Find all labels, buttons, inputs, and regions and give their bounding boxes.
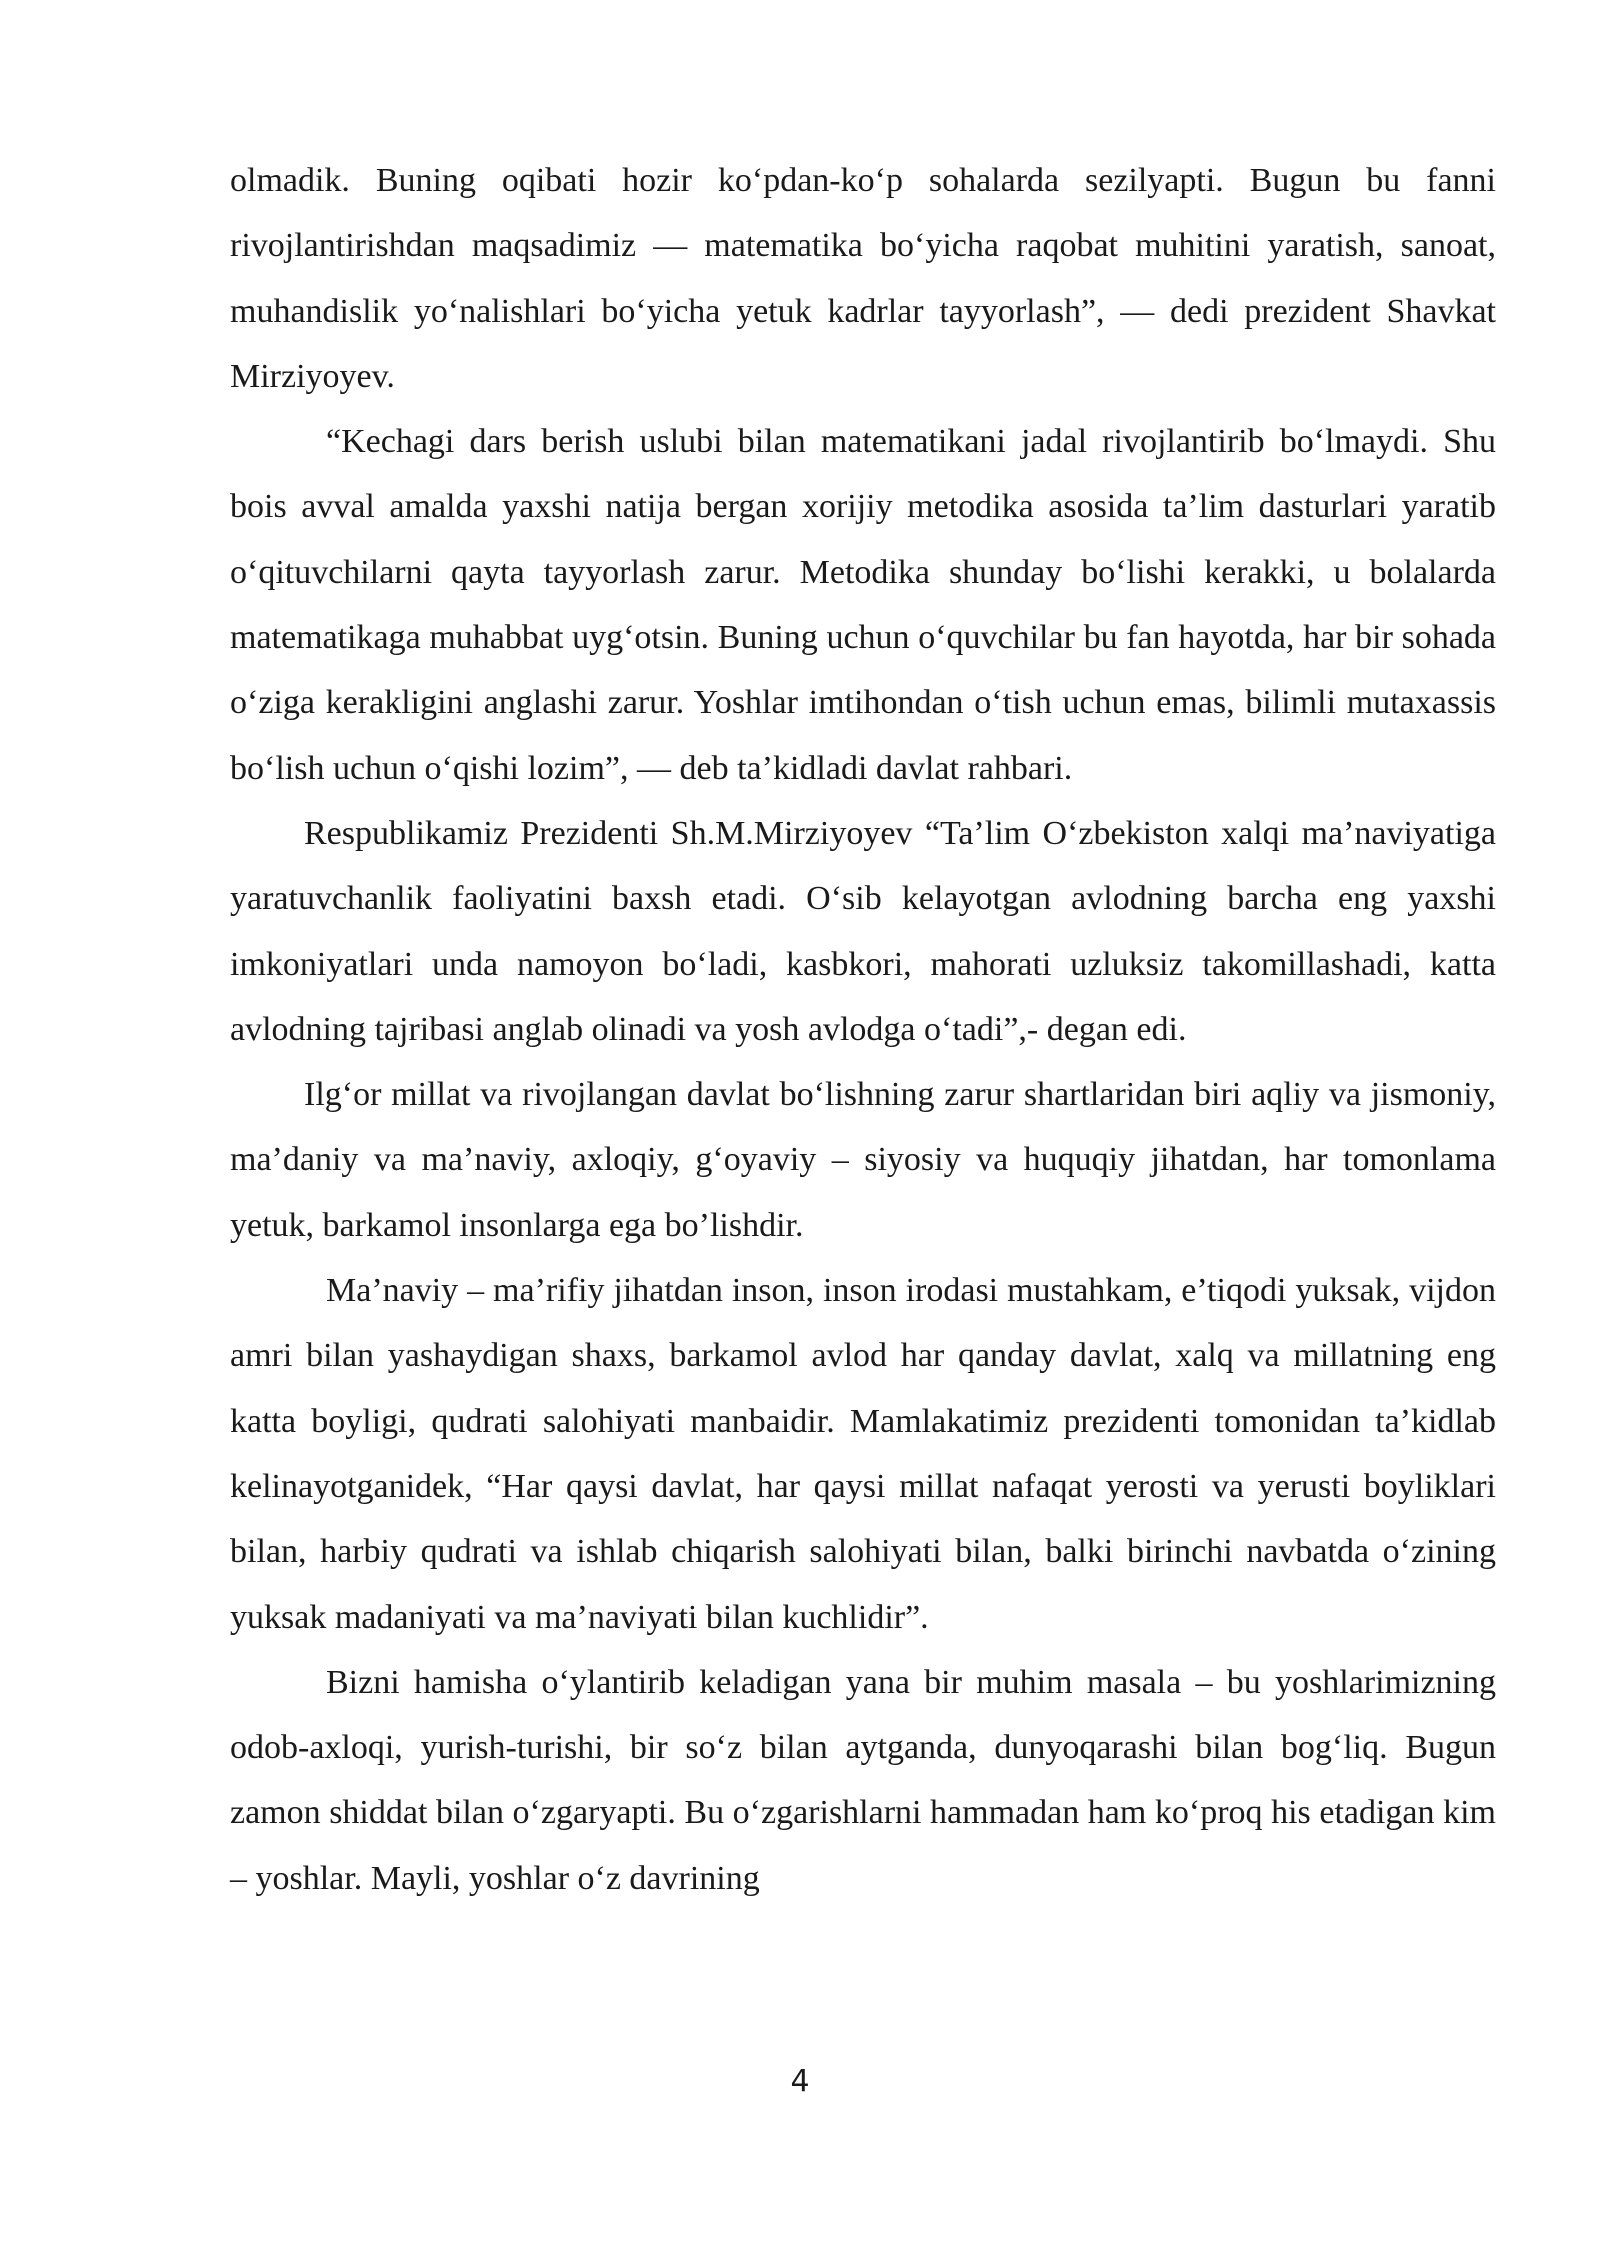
- page-number: 4: [790, 2064, 810, 2099]
- document-page: [230, 148, 1496, 1911]
- paragraph-5: Ma’naviy – ma’rifiy jihatdan inson, inson irodasi mustahkam, e’tiqodi yuksak, vijdon amri bilan yashaydigan shaxs, barkamol avlod har qanday davlat, xalq va millatning eng katta boyligi, qudrati salohiyati manbaidir. Mamlakatimiz prezidenti tomonidan ta’kidlab kelinayotganidek, “Har qaysi davlat, har qaysi millat nafaqat yerosti va yerusti boyliklari bilan, harbiy qudrati va ishlab chiqarish salohiyati bilan, balki birinchi navbatda o‘zining yuksak madaniyati va ma’naviyati bilan kuchlidir”.: [230, 1272, 1496, 1636]
- paragraph-6: Bizni hamisha o‘ylantirib keladigan yana bir muhim masala – bu yoshlarimizning odob-axloqi, yurish-turishi, bir so‘z bilan aytganda, dunyoqarashi bilan bog‘liq. Bugun zamon shiddat bilan o‘zgaryapti. Bu o‘zgarishlarni hammadan ham ko‘proq his etadigan kim – yoshlar. Mayli, yoshlar o‘z davrining: [230, 1663, 1496, 1897]
- paragraph-2: “Kechagi dars berish uslubi bilan matematikani jadal rivojlantirib bo‘lmaydi. Shu bois avval amalda yaxshi natija bergan xorijiy metodika asosida ta’lim dasturlari yaratib o‘qituvchilarni qayta tayyorlash zarur. Metodika shunday bo‘lishi kerakki, u bolalarda matematikaga muhabbat uyg‘otsin. Buning uchun o‘quvchilar bu fan hayotda, har bir sohada o‘ziga kerakligini anglashi zarur. Yoshlar imtihondan o‘tish uchun emas, bilimli mutaxassis bo‘lish uchun o‘qishi lozim”, — deb ta’kidladi davlat rahbari.: [230, 423, 1496, 787]
- paragraph-4: Ilg‘or millat va rivojlangan davlat bo‘lishning zarur shartlaridan biri aqliy va jismoniy, ma’daniy va ma’naviy, axloqiy, g‘oyaviy – siyosiy va huquqiy jihatdan, har tomonlama yetuk, barkamol insonlarga ega bo’lishdir.: [230, 1076, 1496, 1244]
- paragraph-3: Respublikamiz Prezidenti Sh.M.Mirziyoyev “Ta’lim O‘zbekiston xalqi ma’naviyatiga yaratuvchanlik faoliyatini baxsh etadi. O‘sib kelayotgan avlodning barcha eng yaxshi imkoniyatlari unda namoyon bo‘ladi, kasbkori, mahorati uzluksiz takomillashadi, katta avlodning tajribasi anglab olinadi va yosh avlodga o‘tadi”,- degan edi.: [230, 814, 1496, 1048]
- paragraph-1: olmadik. Buning oqibati hozir ko‘pdan-ko‘p sohalarda sezilyapti. Bugun bu fanni rivojlantirishdan maqsadimiz — matematika bo‘yicha raqobat muhitini yaratish, sanoat, muhandislik yo‘nalishlari bo‘yicha yetuk kadrlar tayyorlash”, — dedi prezident Shavkat Mirziyoyev.: [230, 162, 1496, 395]
